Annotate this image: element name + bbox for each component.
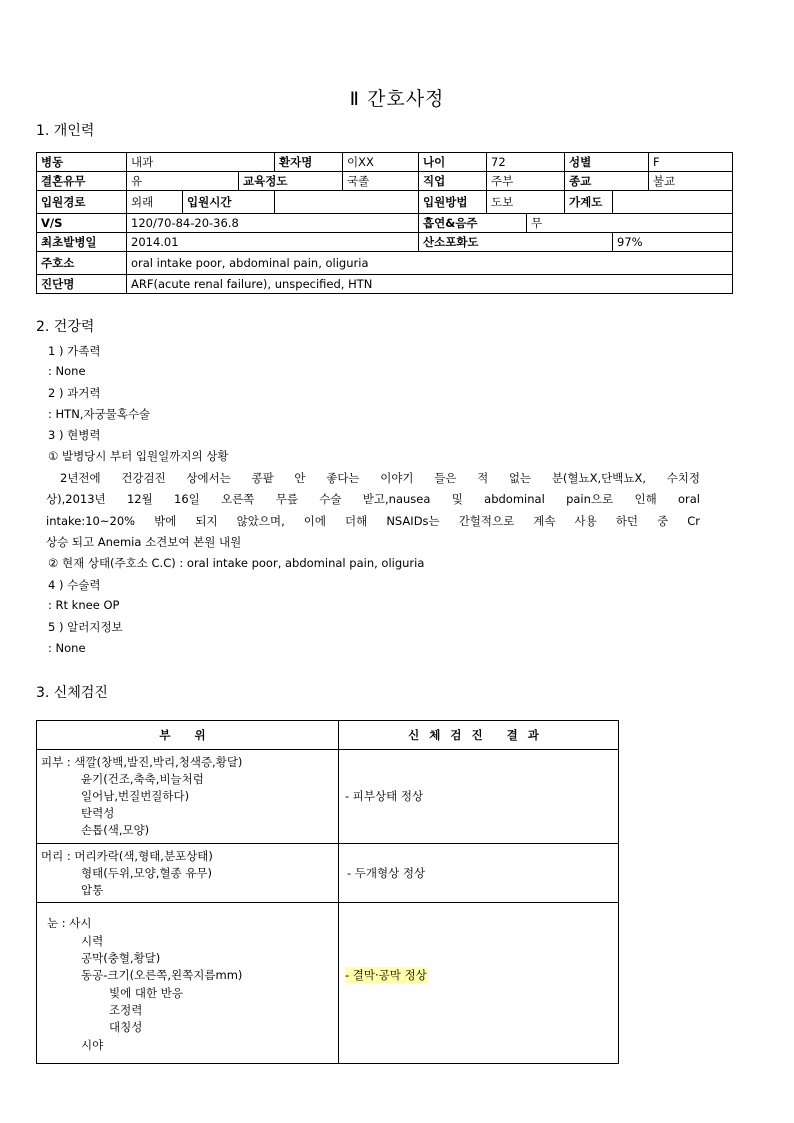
method-value: 도보 bbox=[487, 191, 565, 214]
head-line-2: 형태(두위,모양,혈종 유무) bbox=[81, 866, 213, 880]
head-line-1: 머리 : 머리카락(색,형태,분포상태) bbox=[41, 849, 213, 863]
info-row-1 bbox=[37, 153, 733, 172]
info-row-2 bbox=[37, 172, 733, 191]
skin-result: - 피부상태 정상 bbox=[345, 789, 424, 803]
section-personal-history: 1. 개인력 bbox=[36, 123, 95, 139]
smoke-label: 흡연&음주 bbox=[419, 214, 527, 233]
cc-value: oral intake poor, abdominal pain, oliguria bbox=[127, 252, 733, 275]
present-illness-line-4: 상승 되고 Anemia 소견보여 본원 내원 bbox=[46, 535, 242, 549]
info-row-7 bbox=[37, 275, 733, 294]
allergy-value: : None bbox=[48, 641, 86, 655]
sex-value: F bbox=[649, 153, 733, 172]
onset-situation-heading: ① 발병당시 부터 입원일까지의 상황 bbox=[48, 449, 229, 463]
eye-line-1: 눈 : 사시 bbox=[47, 916, 92, 930]
onset-value: 2014.01 bbox=[127, 233, 419, 252]
skin-line-5: 손톱(색,모양) bbox=[81, 823, 150, 837]
info-row-5 bbox=[37, 233, 733, 252]
eye-line-5: 빛에 대한 반응 bbox=[109, 986, 183, 1000]
spo2-value: 97% bbox=[613, 233, 733, 252]
info-row-3 bbox=[37, 191, 733, 214]
age-label: 나이 bbox=[419, 153, 487, 172]
vs-label: V/S bbox=[37, 214, 127, 233]
smoke-value: 무 bbox=[527, 214, 733, 233]
exam-row-eye bbox=[37, 903, 619, 1064]
eye-result: - 결막·공막 정상 bbox=[345, 968, 427, 982]
eye-line-2: 시력 bbox=[81, 934, 104, 948]
exam-col-part: 부 위 bbox=[37, 721, 339, 750]
route-value: 외래 bbox=[127, 191, 183, 214]
info-row-6 bbox=[37, 252, 733, 275]
personal-info-table bbox=[36, 152, 733, 294]
eye-line-6: 조정력 bbox=[109, 1003, 143, 1017]
dx-label: 진단명 bbox=[37, 275, 127, 294]
time-value bbox=[275, 191, 419, 214]
religion-value: 불교 bbox=[649, 172, 733, 191]
edu-label: 교육정도 bbox=[239, 172, 343, 191]
married-value: 유 bbox=[127, 172, 239, 191]
sex-label: 성별 bbox=[565, 153, 649, 172]
section-physical-exam: 3. 신체검진 bbox=[36, 685, 108, 701]
religion-label: 종교 bbox=[565, 172, 649, 191]
page-title: Ⅱ 간호사정 bbox=[349, 88, 445, 110]
skin-line-2: 윤기(건조,축축,비늘처럼 bbox=[81, 772, 204, 786]
method-label: 입원방법 bbox=[419, 191, 487, 214]
time-label: 입원시간 bbox=[183, 191, 275, 214]
family-label: 가계도 bbox=[565, 191, 613, 214]
past-history-heading: 2 ) 과거력 bbox=[48, 386, 101, 400]
exam-row-head bbox=[37, 844, 619, 903]
info-row-4 bbox=[37, 214, 733, 233]
edu-value: 국졸 bbox=[343, 172, 419, 191]
physical-exam-table bbox=[36, 720, 619, 1064]
skin-line-1: 피부 : 색깔(창백,발진,박리,청색증,황달) bbox=[41, 755, 243, 769]
present-illness-heading: 3 ) 현병력 bbox=[48, 428, 101, 442]
eye-line-8: 시야 bbox=[81, 1038, 104, 1052]
job-value: 주부 bbox=[487, 172, 565, 191]
married-label: 결혼유무 bbox=[37, 172, 127, 191]
current-status: ② 현재 상태(주호소 C.C) : oral intake poor, abdominal pain, oliguria bbox=[48, 556, 425, 570]
eye-line-7: 대칭성 bbox=[109, 1020, 143, 1034]
onset-label: 최초발병일 bbox=[37, 233, 127, 252]
exam-row-skin bbox=[37, 750, 619, 844]
family-value bbox=[613, 191, 733, 214]
surgery-history-value: : Rt knee OP bbox=[48, 598, 120, 612]
exam-header-row bbox=[37, 721, 619, 750]
present-illness-line-2: 상),2013년 12월 16일 오른쪽 무릎 수술 받고,nausea 및 abdominal pain으로 인해 oral bbox=[46, 492, 700, 506]
patient-value: 이XX bbox=[343, 153, 419, 172]
skin-line-4: 탄력성 bbox=[81, 806, 115, 820]
present-illness-line-1: 2년전에 건강검진 상에서는 콩팥 안 좋다는 이야기 들은 적 없는 분(혈뇨X,단백뇨X, 수치정 bbox=[60, 471, 700, 485]
eye-line-3: 공막(충혈,황달) bbox=[81, 951, 161, 965]
ward-value: 내과 bbox=[127, 153, 275, 172]
spo2-label: 산소포화도 bbox=[419, 233, 613, 252]
head-line-3: 압통 bbox=[81, 883, 104, 897]
allergy-heading: 5 ) 알러지정보 bbox=[48, 620, 123, 634]
exam-col-result: 신체검진 결과 bbox=[339, 721, 619, 750]
route-label: 입원경로 bbox=[37, 191, 127, 214]
age-value: 72 bbox=[487, 153, 565, 172]
patient-label: 환자명 bbox=[275, 153, 343, 172]
dx-value: ARF(acute renal failure), unspecified, HTN bbox=[127, 275, 733, 294]
ward-label: 병동 bbox=[37, 153, 127, 172]
surgery-history-heading: 4 ) 수술력 bbox=[48, 578, 101, 592]
head-result: - 두개형상 정상 bbox=[347, 866, 426, 880]
section-health-history: 2. 건강력 bbox=[36, 319, 95, 335]
cc-label: 주호소 bbox=[37, 252, 127, 275]
family-history-value: : None bbox=[48, 364, 86, 378]
skin-line-3: 일어남,번질번질하다) bbox=[81, 789, 190, 803]
job-label: 직업 bbox=[419, 172, 487, 191]
family-history-heading: 1 ) 가족력 bbox=[48, 344, 101, 358]
vs-value: 120/70-84-20-36.8 bbox=[127, 214, 419, 233]
present-illness-line-3: intake:10~20% 밖에 되지 않았으며, 이에 더해 NSAIDs는 간헐적으로 계속 사용 하던 중 Cr bbox=[46, 514, 700, 528]
eye-line-4: 동공-크기(오른쪽,왼쪽지름mm) bbox=[81, 968, 243, 982]
past-history-value: : HTN,자궁물혹수술 bbox=[48, 407, 151, 421]
